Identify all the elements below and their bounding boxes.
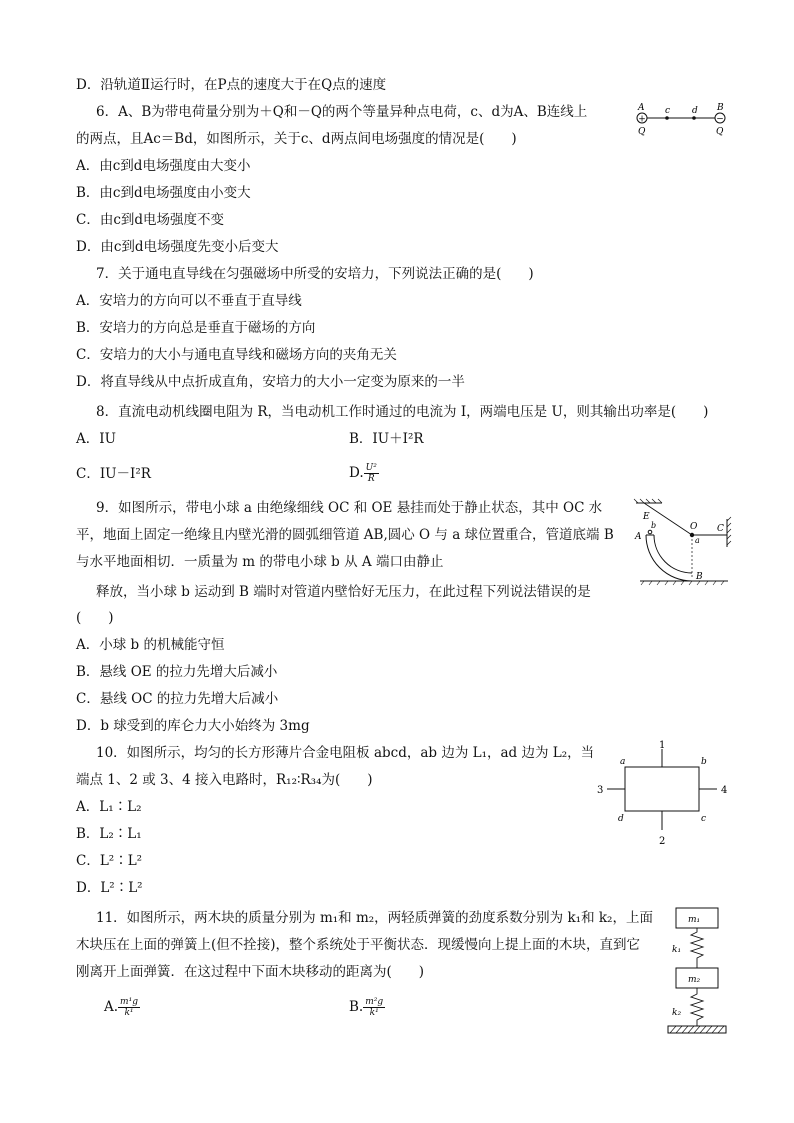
q9-option-a: A．小球 b 的机械能守恒 [76, 637, 225, 653]
q8-option-a: A．IU [76, 431, 116, 447]
q7-option-a: A．安培力的方向可以不垂直于直导线 [76, 293, 302, 309]
q8-option-b: B．IU＋I²R [349, 431, 424, 447]
svg-text:b: b [651, 521, 657, 530]
q6-option-c: C．由c到d电场强度不变 [76, 212, 225, 228]
svg-text:4: 4 [721, 785, 728, 796]
q11-stem-line3: 刚离开上面弹簧．在这过程中下面木块移动的距离为( ) [76, 964, 425, 980]
q9-stem-line4: 释放，当小球 b 运动到 B 端时对管道内壁恰好无压力，在此过程下列说法错误的是 [96, 584, 591, 600]
q10-option-c: C．L²∶L² [76, 853, 143, 869]
q5-option-d: D．沿轨道Ⅱ运行时，在P点的速度大于在Q点的速度 [76, 77, 387, 93]
svg-text:C: C [717, 524, 724, 534]
q9-option-b: B．悬线 OE 的拉力先增大后减小 [76, 664, 278, 680]
q8-option-c: C．IU－I²R [76, 466, 151, 482]
q10-fig-plate [625, 767, 699, 811]
svg-text:c: c [665, 106, 671, 116]
q6-option-a: A．由c到d电场强度由大变小 [76, 158, 251, 174]
q9-stem-line2: 平，地面上固定一绝缘且内壁光滑的圆弧细管道 AB,圆心 O 与 a 球位置重合，管道底端 B [76, 527, 614, 543]
svg-text:Q: Q [716, 127, 724, 137]
q10-option-b: B．L₂∶L₁ [76, 826, 142, 842]
svg-text:a: a [695, 536, 700, 545]
q11-option-a: A. $\frac{\text{m¹g}}{\text{k¹}}$ [104, 997, 138, 1018]
svg-text:m₂: m₂ [688, 975, 701, 985]
svg-text:1: 1 [659, 740, 666, 751]
q6-stem-line2: 的两点，且Ac＝Bd，如图所示，关于c、d两点间电场强度的情况是( ) [76, 131, 517, 147]
svg-text:d: d [692, 106, 698, 116]
q11-option-b: B. $\frac{\text{m²g}}{\text{k¹}}$ [349, 997, 384, 1018]
q6-stem-line1: 6．A、B为带电荷量分别为＋Q和－Q的两个等量异种点电荷，c、d为A、B连线上 [96, 104, 588, 120]
q11-stem-line1: 11．如图所示，两木块的质量分别为 m₁和 m₂，两轻质弹簧的劲度系数分别为 k₁和 k₂，上面 [96, 910, 653, 926]
q9-option-d: D．b 球受到的库仑力大小始终为 3mg [76, 718, 310, 734]
q11-fig-spring-k1 [691, 928, 703, 970]
svg-text:B: B [696, 572, 703, 582]
svg-text:m₁: m₁ [688, 915, 701, 925]
q8-option-d: D. $\frac{\text{U²}}{R}$ [349, 463, 377, 484]
q6-option-d: D．由c到d电场强度先变小后变大 [76, 239, 279, 255]
q6-option-b: B．由c到d电场强度由小变大 [76, 185, 251, 201]
svg-text:k₁: k₁ [672, 945, 682, 955]
q9-stem-line1: 9．如图所示，带电小球 a 由绝缘细线 OC 和 OE 悬挂而处于静止状态，其中 OC 水 [96, 500, 603, 516]
q7-stem: 7．关于通电直导线在匀强磁场中所受的安培力，下列说法正确的是( ) [96, 266, 534, 282]
q11-figure [664, 906, 730, 1040]
svg-text:O: O [690, 522, 698, 532]
svg-text:c: c [701, 814, 707, 824]
svg-text:B: B [717, 103, 724, 113]
svg-text:3: 3 [597, 785, 604, 796]
q6-fig-label-a: A [638, 103, 645, 113]
q9-stem-line5: ( ) [76, 610, 114, 626]
svg-text:k₂: k₂ [672, 1008, 682, 1018]
q7-option-b: B．安培力的方向总是垂直于磁场的方向 [76, 320, 316, 336]
q10-option-a: A．L₁∶L₂ [76, 799, 142, 815]
q9-figure [632, 497, 732, 589]
q11-stem-line2: 木块压在上面的弹簧上(但不拴接)，整个系统处于平衡状态．现缓慢向上提上面的木块，直到它 [76, 937, 641, 953]
q10-figure [595, 740, 735, 852]
q9-option-c: C．悬线 OC 的拉力先增大后减小 [76, 691, 279, 707]
q9-fig-ball-b [648, 530, 652, 534]
svg-text:A: A [635, 532, 642, 542]
svg-text:2: 2 [659, 836, 666, 847]
q6-figure [630, 100, 730, 140]
svg-text:Q: Q [638, 127, 646, 137]
svg-text:+: + [638, 114, 646, 125]
q8-stem: 8．直流电动机线圈电阻为 R，当电动机工作时通过的电流为 I，两端电压是 U，则其输出功率是( ) [96, 404, 709, 420]
q10-stem-line1: 10．如图所示，均匀的长方形薄片合金电阻板 abcd，ab 边为 L₁，ad 边为 L₂，当 [96, 745, 595, 761]
q9-stem-line3: 与水平地面相切．一质量为 m 的带电小球 b 从 A 端口由静止 [76, 554, 444, 570]
q10-option-d: D．L²∶L² [76, 880, 143, 896]
svg-text:d: d [618, 814, 624, 824]
q10-stem-line2: 端点 1、2 或 3、4 接入电路时，R₁₂∶R₃₄为( ) [76, 772, 373, 788]
svg-text:b: b [701, 757, 707, 767]
svg-text:E: E [643, 512, 650, 522]
q7-option-c: C．安培力的大小与通电直导线和磁场方向的夹角无关 [76, 347, 397, 363]
q11-fig-spring-k2 [691, 988, 703, 1026]
svg-text:−: − [716, 114, 724, 125]
svg-text:a: a [620, 757, 626, 767]
q7-option-d: D．将直导线从中点折成直角，安培力的大小一定变为原来的一半 [76, 374, 465, 390]
